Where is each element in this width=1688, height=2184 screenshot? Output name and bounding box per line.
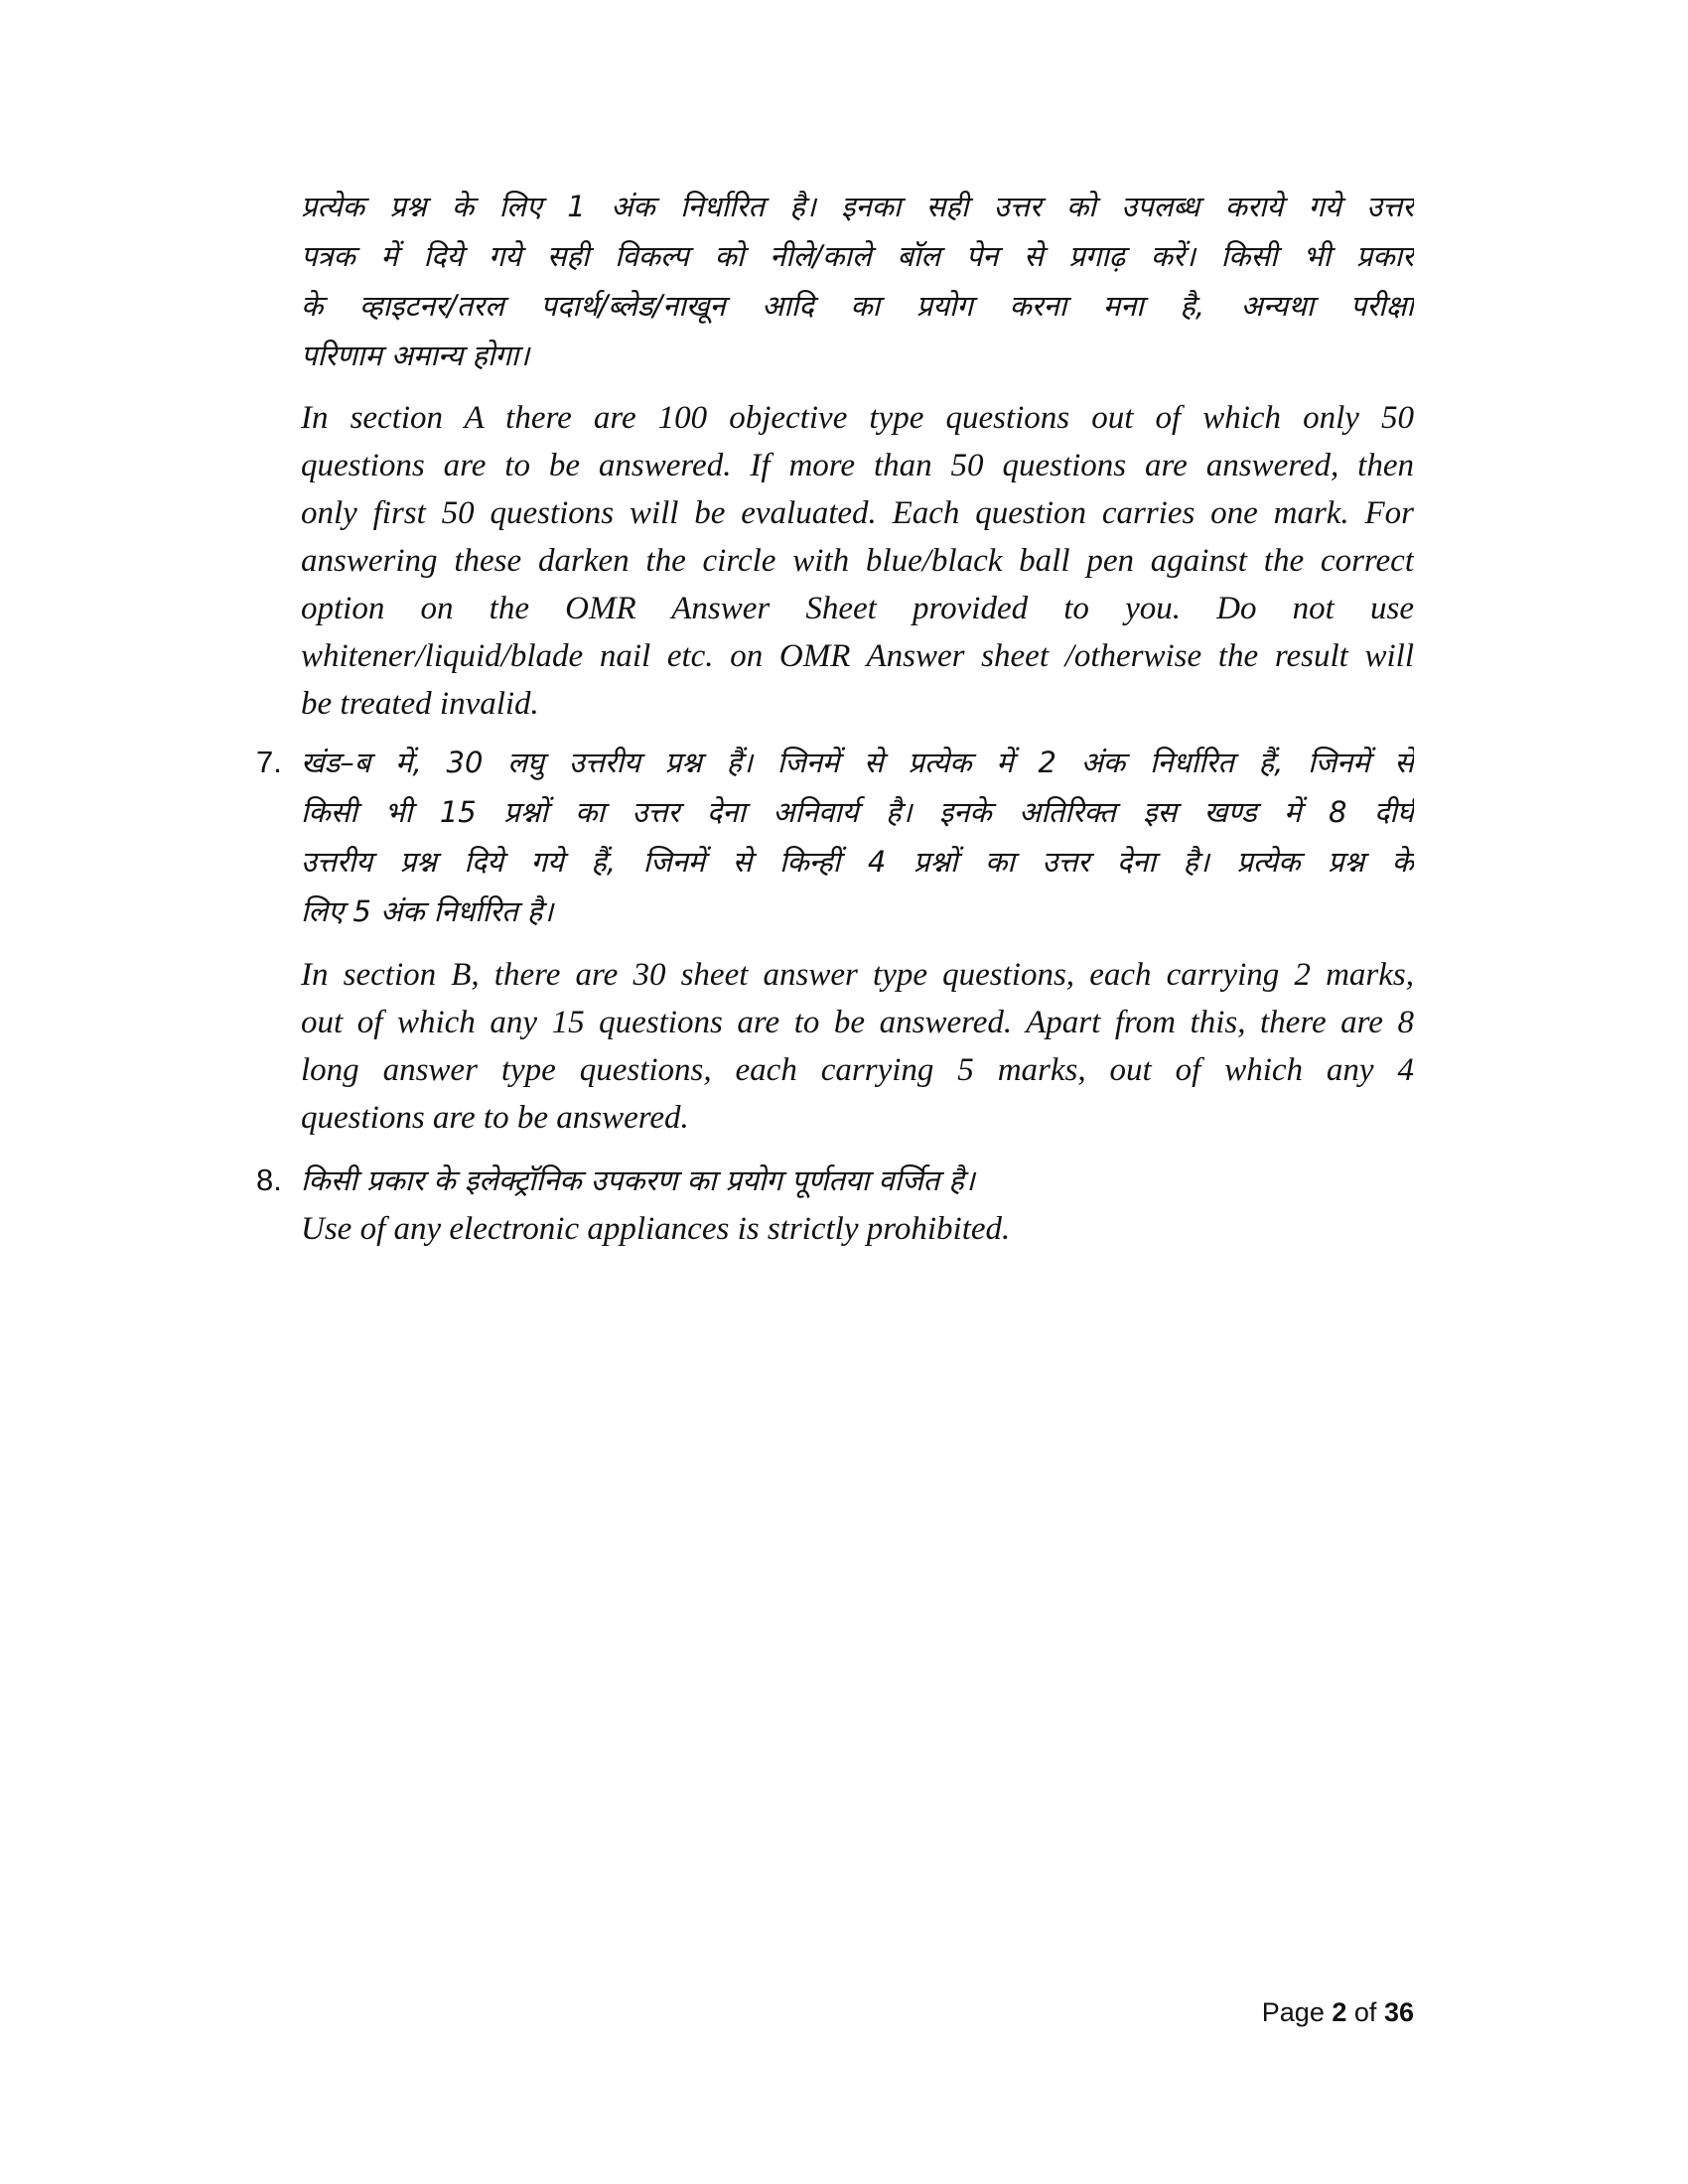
item7-hindi [301,738,1414,936]
text-line: खंड–ब में, 30 लघु उत्तरीय प्रश्न हैं। जिनमें से प्रत्येक में 2 अंक निर्धारित हैं, जिनमें से [301,746,1414,779]
item8 [301,1156,1414,1253]
total-pages: 36 [1383,1997,1414,2027]
text-line: In section A there are 100 objective type questions out of which only 50 [301,400,1414,436]
page-number: 2 [1332,1997,1347,2027]
section-a-english [301,394,1414,728]
text-line: answering these darken the circle with blue/black ball pen against the correct [301,543,1414,579]
section-a-hindi [301,182,1414,380]
page-label: Page [1261,1997,1325,2027]
text-line: In section B, there are 30 sheet answer type questions, each carrying 2 marks, [301,957,1414,993]
page-footer [1262,1997,1414,2028]
text-line: के व्हाइटनर/तरल पदार्थ/ब्लेड/नाखून आदि का प्रयोग करना मना है, अन्यथा परीक्षा [301,289,1414,323]
text-line: उत्तरीय प्रश्न दिये गये हैं, जिनमें से किन्हीं 4 प्रश्नों का उत्तर देना है। प्रत्येक प्रश्न के [301,845,1414,879]
text-line: किसी भी 15 प्रश्नों का उत्तर देना अनिवार्य है। इनके अतिरिक्त इस खण्ड में 8 दीर्घ [301,795,1414,829]
text-line: long answer type questions, each carrying 5 marks, out of which any 4 [301,1052,1414,1088]
text-line: questions are to be answered. If more than 50 questions are answered, then [301,448,1414,483]
text-line: पत्रक में दिये गये सही विकल्प को नीले/काले बॉल पेन से प्रगाढ़ करें। किसी भी प्रकार [301,239,1414,273]
text-line: परिणाम अमान्य होगा। [301,339,530,372]
text-line: प्रत्येक प्रश्न के लिए 1 अंक निर्धारित है। इनका सही उत्तर को उपलब्ध कराये गये उत्तर [301,190,1414,223]
text-line: लिए 5 अंक निर्धारित है। [301,894,554,928]
item-number-8: 8. [256,1162,282,1197]
item7-english [301,951,1414,1142]
text-line: be treated invalid. [301,686,539,722]
text-line: किसी प्रकार के इलेक्ट्रॉनिक उपकरण का प्रयोग पूर्णतया वर्जित है। [301,1163,975,1197]
of-label: of [1353,1997,1377,2027]
text-line: whitener/liquid/blade nail etc. on OMR Answer sheet /otherwise the result will [301,638,1414,674]
text-line: only first 50 questions will be evaluated. Each question carries one mark. For [301,495,1414,531]
text-line: option on the OMR Answer Sheet provided to you. Do not use [301,591,1414,626]
text-line: Use of any electronic appliances is strictly prohibited. [301,1211,1011,1247]
text-line: out of which any 15 questions are to be answered. Apart from this, there are 8 [301,1005,1414,1040]
text-line: questions are to be answered. [301,1100,689,1136]
item-number-7: 7. [256,745,282,779]
